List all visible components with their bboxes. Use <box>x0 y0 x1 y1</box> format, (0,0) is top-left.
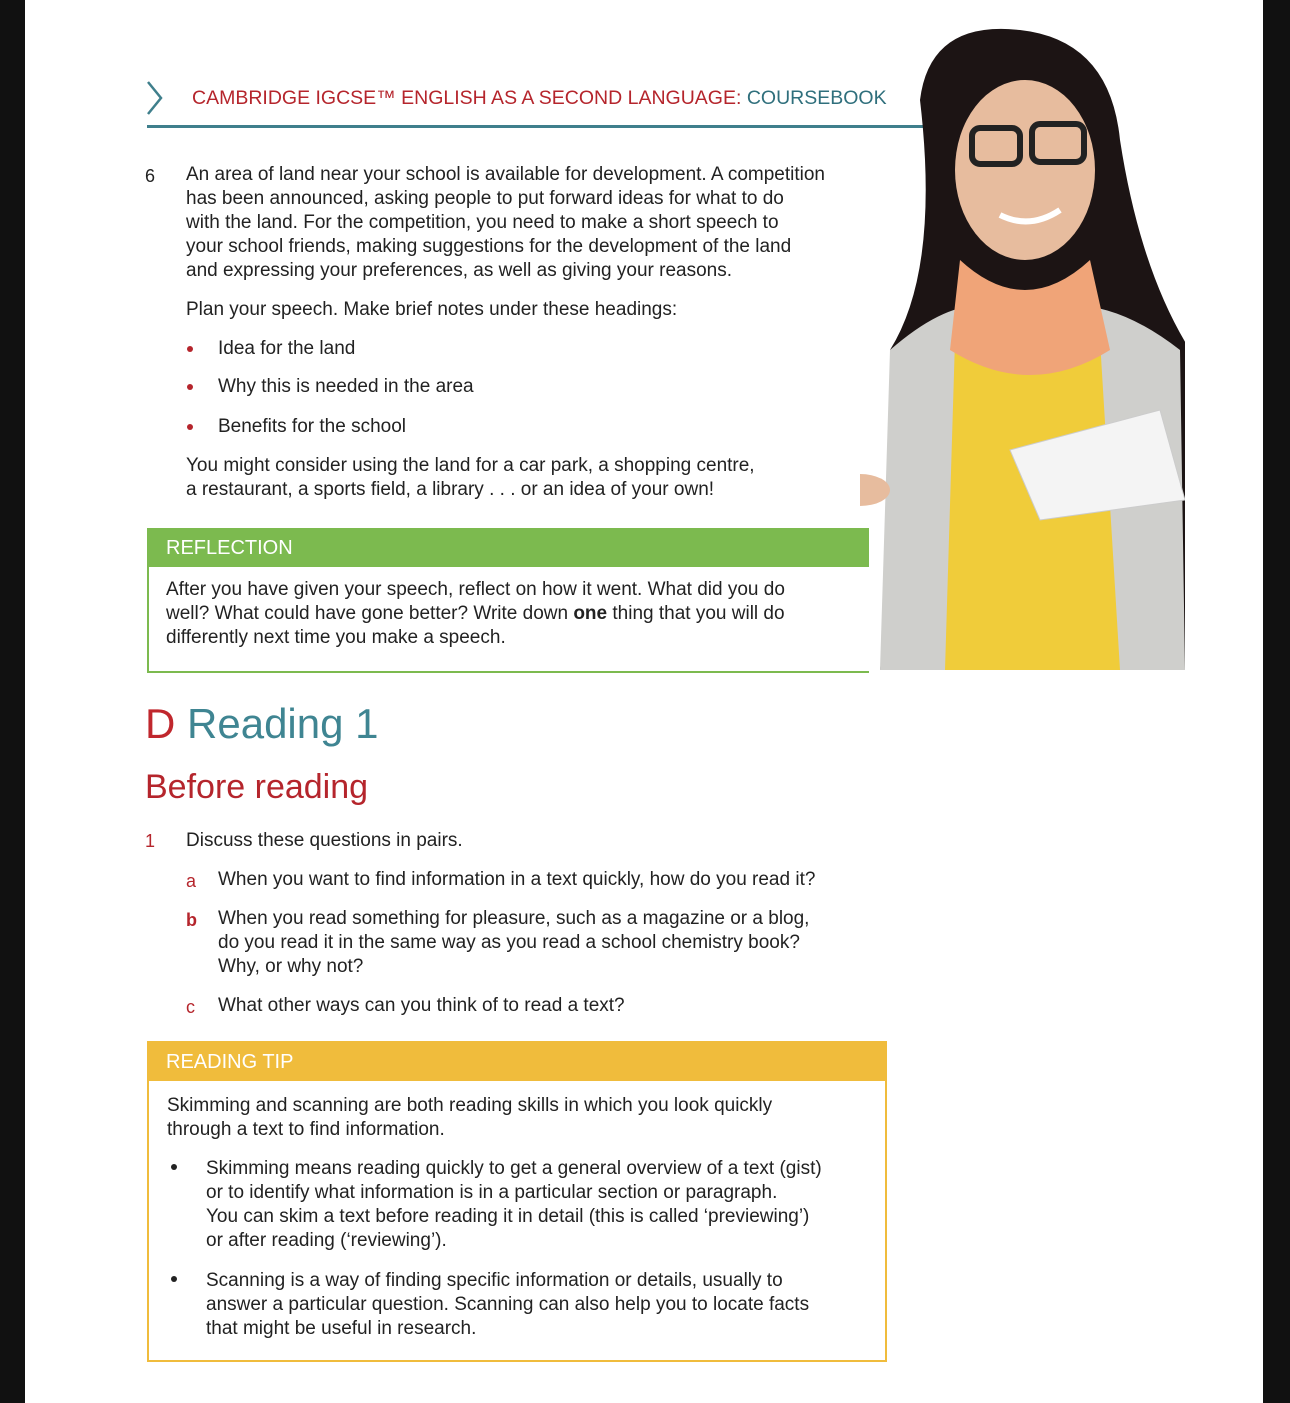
item-label: c <box>186 997 195 1017</box>
text-line: When you read something for pleasure, such as a magazine or a blog, <box>218 908 810 929</box>
bullet-icon <box>187 424 193 430</box>
text-line: You might consider using the land for a car park, a shopping centre, <box>186 455 755 476</box>
reflection-heading: REFLECTION <box>166 537 293 559</box>
tip-intro <box>167 1094 772 1142</box>
reflection-header <box>147 528 869 567</box>
question-c: What other ways can you think of to read a text? <box>218 995 625 1016</box>
text-line: Scanning is a way of finding specific information or details, usually to <box>206 1270 783 1291</box>
section-letter: D <box>145 700 176 747</box>
text-line: or after reading (‘reviewing’). <box>206 1230 447 1251</box>
item-label: b <box>186 910 197 930</box>
text-line: answer a particular question. Scanning can also help you to locate facts <box>206 1294 810 1315</box>
text-line: An area of land near your school is available for development. A competition <box>186 164 825 185</box>
subsection-title: Before reading <box>145 768 369 806</box>
bullet-icon <box>187 346 193 352</box>
tip-scanning <box>206 1269 809 1341</box>
text-line: differently next time you make a speech. <box>166 627 506 648</box>
bullet-icon <box>187 384 193 390</box>
heading-bullet: Why this is needed in the area <box>218 376 474 397</box>
plan-instruction: Plan your speech. Make brief notes under these headings: <box>186 299 678 320</box>
header-rule <box>147 125 967 128</box>
text-line: has been announced, asking people to put forward ideas for what to do <box>186 188 784 209</box>
text-line: and expressing your preferences, as well as giving your reasons. <box>186 260 733 281</box>
task6-prompt <box>186 163 825 283</box>
heading-bullet: Benefits for the school <box>218 416 406 437</box>
heading-bullet: Idea for the land <box>218 338 356 359</box>
reflection-text <box>166 578 785 650</box>
text-line: your school friends, making suggestions for the development of the land <box>186 236 792 257</box>
text-line: with the land. For the competition, you need to make a short speech to <box>186 212 779 233</box>
reading-tip-heading: READING TIP <box>166 1051 294 1073</box>
tip-skimming <box>206 1157 822 1253</box>
reading-tip-header <box>147 1041 887 1081</box>
question-a: When you want to find information in a text quickly, how do you read it? <box>218 869 816 890</box>
text-line: through a text to find information. <box>167 1119 445 1140</box>
text-line: Skimming and scanning are both reading skills in which you look quickly <box>167 1095 773 1116</box>
text-line <box>166 602 785 626</box>
bold-word: one <box>573 603 608 624</box>
bullet-icon <box>171 1164 177 1170</box>
task-number: 6 <box>145 166 156 186</box>
text-span: thing that you will do <box>607 603 785 624</box>
student-photo <box>860 20 1185 670</box>
running-header <box>192 87 887 110</box>
question-b <box>218 907 809 979</box>
header-subtitle: COURSEBOOK <box>746 87 887 109</box>
text-line: do you read it in the same way as you read a school chemistry book? <box>218 932 800 953</box>
task1-intro: Discuss these questions in pairs. <box>186 830 463 851</box>
section-title-text: Reading 1 <box>187 700 379 747</box>
text-line: You can skim a text before reading it in detail (this is called ‘previewing’) <box>206 1206 810 1227</box>
text-span: well? What could have gone better? Write down <box>166 603 574 624</box>
item-label: a <box>186 871 197 891</box>
section-title <box>145 700 379 748</box>
text-line: Why, or why not? <box>218 956 364 977</box>
text-line: Skimming means reading quickly to get a general overview of a text (gist) <box>206 1158 822 1179</box>
text-line: After you have given your speech, reflect on how it went. What did you do <box>166 579 785 600</box>
text-line: or to identify what information is in a particular section or paragraph. <box>206 1182 778 1203</box>
text-line: a restaurant, a sports field, a library . . . or an idea of your own! <box>186 479 715 500</box>
bullet-icon <box>171 1276 177 1282</box>
coursebook-page <box>25 0 1263 1403</box>
chevron-right-icon <box>145 80 165 116</box>
header-title: CAMBRIDGE IGCSE™ ENGLISH AS A SECOND LANGUAGE: <box>192 87 742 109</box>
task-number: 1 <box>145 831 156 851</box>
consider-text <box>186 454 755 502</box>
text-line: that might be useful in research. <box>206 1318 477 1339</box>
